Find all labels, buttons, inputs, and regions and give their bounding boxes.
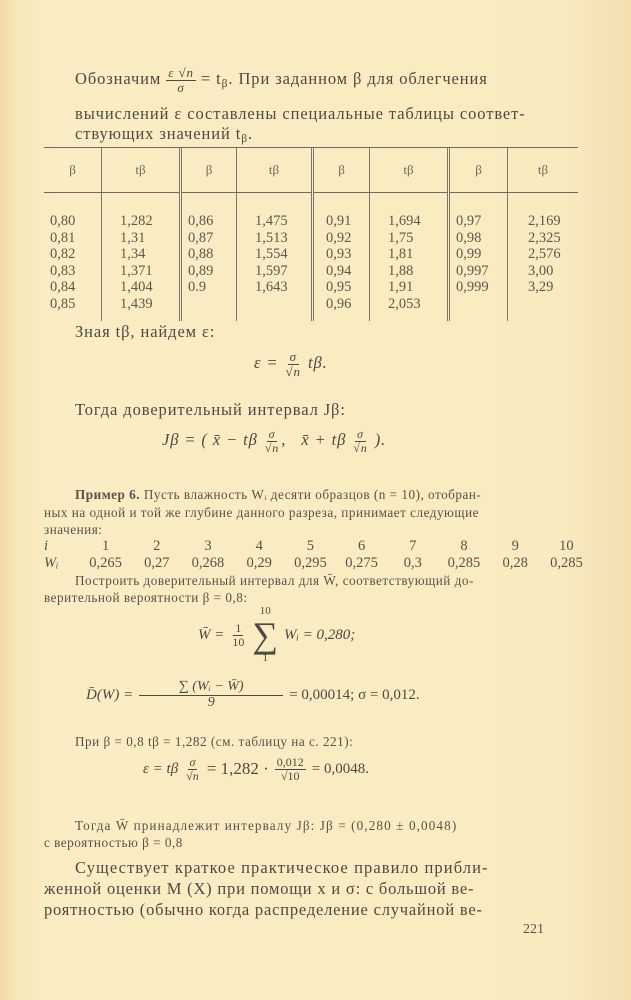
- frac-numerator: 1: [235, 620, 242, 635]
- table-body-row: [44, 193, 578, 321]
- interval-formula: Jβ = ( x̄ − tβ $\frac{\sigma}{√n}$ , x̄ + tβ $\frac{\sigma}{√n}$ ).: [162, 427, 387, 455]
- col-header-tbeta: tβ: [237, 148, 313, 193]
- variance-fraction: [139, 680, 283, 710]
- i-label: i: [44, 538, 49, 554]
- col-header-tbeta: tβ: [102, 148, 181, 193]
- example-title: Пример 6.: [75, 487, 141, 502]
- sigma-over-sqrt-n: [263, 428, 281, 454]
- frac-denominator: √n: [285, 363, 301, 379]
- intro-line-2: вычислений ε составлены специальные таблицы соответ-: [75, 104, 526, 123]
- sigma-over-sqrt-n: [284, 350, 303, 378]
- task-line-2: верительной вероятности β = 0,8:: [44, 590, 248, 605]
- formula-lhs: ε =: [254, 352, 279, 372]
- formula-rhs: = 0,00014; σ = 0,012.: [289, 686, 420, 703]
- table-column: 1,282 1,31 1,34 1,371 1,404 1,439: [102, 193, 181, 321]
- closing-line-2: женной оценки M (X) при помощи x и σ: с большой ве-: [44, 879, 475, 898]
- mean-formula: [198, 606, 355, 664]
- closing-line-1: Существует краткое практическое правило прибли-: [75, 858, 489, 877]
- frac-numerator: σ: [357, 427, 364, 441]
- frac-numerator: σ: [289, 349, 297, 364]
- example-line-2: ных на одной и той же глубине данного разреза, принимает следующие: [44, 505, 479, 520]
- formula-mid: = 1,282 ·: [206, 759, 269, 779]
- example-line-3: значения:: [44, 522, 103, 537]
- sum-lower: 1: [262, 652, 268, 664]
- frac-numerator: ∑ (Wᵢ − W̄): [139, 680, 283, 696]
- example-line-1: [75, 487, 481, 503]
- frac-denominator: 9: [207, 694, 215, 710]
- w-row: Wᵢ 0,265 0,27 0,268 0,29 0,295 0,275 0,3 0,285 0,28 0,285: [44, 555, 583, 571]
- result-line-2: с вероятностью β = 0,8: [44, 835, 183, 850]
- intro-line3-text: ствующих значений t: [75, 124, 242, 143]
- table-column: 0,91 0,92 0,93 0,94 0,95 0,96: [313, 193, 370, 321]
- page-number: 221: [523, 922, 544, 937]
- frac-denominator: √10: [280, 768, 300, 783]
- formula-lhs: D̄(W) =: [86, 686, 134, 703]
- beta-subscript: β: [221, 77, 229, 90]
- col-header-tbeta: tβ: [508, 148, 579, 193]
- formula-rhs: Wᵢ = 0,280;: [284, 626, 356, 643]
- formula-lhs: ε = tβ: [143, 760, 179, 777]
- frac-numerator: σ: [189, 755, 196, 769]
- table-header-row: [44, 148, 578, 193]
- eps-formula: [254, 350, 328, 378]
- table-column: 0,97 0,98 0,99 0,997 0,999: [449, 193, 508, 321]
- intro-line-3: [75, 124, 253, 145]
- t-beta-table: [44, 148, 578, 321]
- formula-rhs: = 0,0048.: [311, 760, 369, 777]
- col-header-beta: β: [181, 148, 237, 193]
- frac-denominator: √n: [264, 440, 280, 455]
- formula-rhs: tβ.: [307, 352, 328, 372]
- w-label: Wᵢ: [44, 555, 59, 571]
- sum-upper: 10: [259, 605, 271, 617]
- example-text: Пусть влажность Wᵢ десяти образцов (n = 10), отобран-: [143, 487, 482, 502]
- frac-denominator: σ: [177, 79, 185, 95]
- result-line-1: Тогда W̄ принадлежит интервалу Jβ: Jβ = (0,280 ± 0,0048): [75, 818, 458, 833]
- formula-lhs: Jβ = (: [162, 429, 208, 449]
- frac-numerator: ε √n: [168, 65, 194, 80]
- table-column: 1,475 1,513 1,554 1,597 1,643: [237, 193, 313, 321]
- col-header-beta: β: [313, 148, 370, 193]
- closing-line-3: роятностью (обычно когда распределение случайной ве-: [44, 900, 483, 919]
- interval-text: Тогда доверительный интервал Jβ:: [75, 400, 346, 419]
- beta-subscript: β: [241, 133, 248, 145]
- frac-denominator: √n: [353, 440, 368, 455]
- one-tenth: [230, 622, 246, 648]
- lower-bound: x̄ − tβ: [212, 429, 258, 449]
- equals-t: = t: [200, 68, 222, 88]
- task-line-1: Построить доверительный интервал для W̄, соответствующий до-: [75, 573, 474, 588]
- value-fraction: [275, 756, 306, 782]
- values-table: [44, 538, 592, 572]
- period: .: [247, 124, 253, 143]
- sum-symbol: 10 ∑ 1: [252, 605, 279, 664]
- upper-bound: x̄ + tβ: [301, 429, 347, 449]
- intro-text: Обозначим: [75, 68, 162, 88]
- intro-line-1: [75, 66, 488, 94]
- sigma-over-sqrt-n: [184, 756, 201, 782]
- eps-sqrt-n-over-sigma: [166, 66, 196, 94]
- table-column: 1,694 1,75 1,81 1,88 1,91 2,053: [370, 193, 449, 321]
- sigma-over-sqrt-n: [351, 428, 369, 454]
- col-header-beta: β: [449, 148, 508, 193]
- intro-rest: . При заданном β для облегчения: [228, 68, 488, 88]
- col-header-tbeta: tβ: [370, 148, 449, 193]
- col-header-beta: β: [44, 148, 102, 193]
- table-column: 0,80 0,81 0,82 0,83 0,84 0,85: [44, 193, 102, 321]
- frac-numerator: 0,012: [276, 755, 304, 769]
- formula-lhs: W̄ =: [198, 626, 225, 643]
- variance-formula: [86, 680, 420, 710]
- frac-denominator: 10: [232, 634, 245, 649]
- i-row: i 1 2 3 4 5 6 7 8 9 10: [44, 538, 574, 554]
- tbeta-line: При β = 0,8 tβ = 1,282 (см. таблицу на с. 221):: [75, 734, 354, 749]
- close-paren: ).: [374, 429, 387, 449]
- frac-numerator: σ: [268, 427, 276, 441]
- epsilon-formula: [143, 756, 369, 782]
- knowing-text: Зная tβ, найдем ε:: [75, 322, 216, 341]
- frac-denominator: √n: [186, 768, 199, 783]
- table-column: 0,86 0,87 0,88 0,89 0.9: [181, 193, 237, 321]
- table-column: 2,169 2,325 2,576 3,00 3,29: [528, 213, 561, 296]
